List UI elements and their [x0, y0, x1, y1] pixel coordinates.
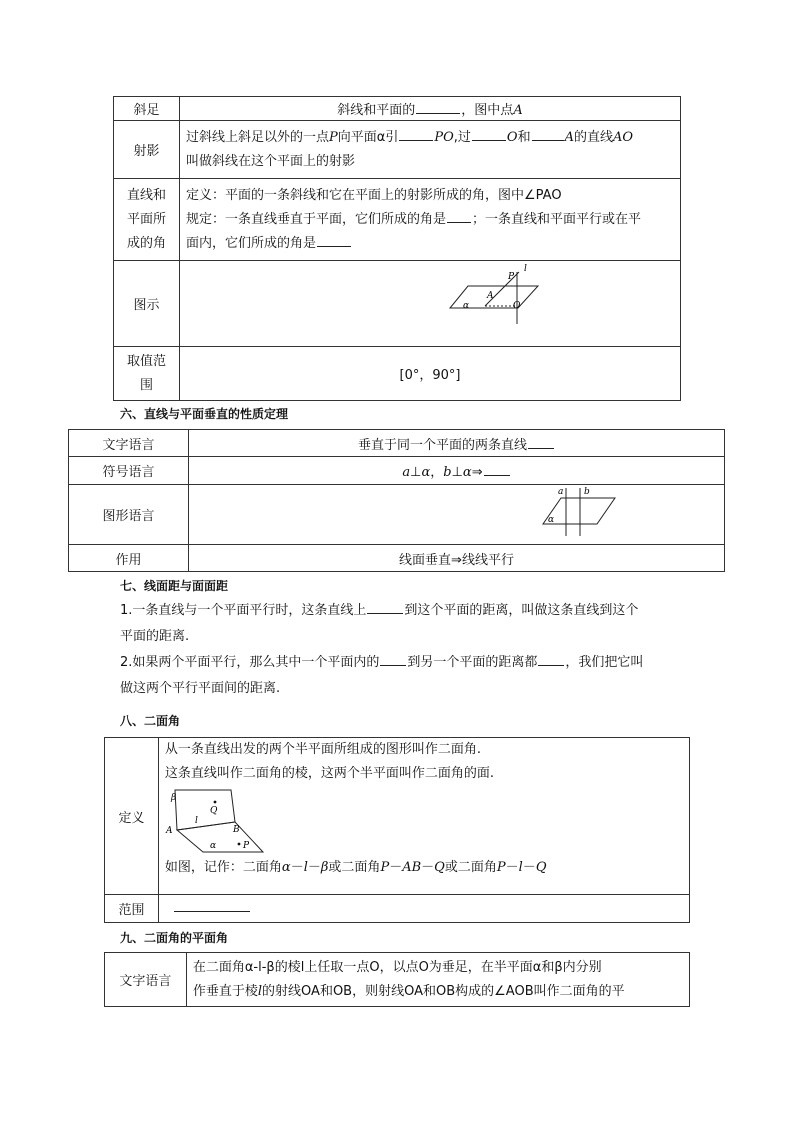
label-A: A [165, 826, 173, 836]
parallel-perpendicular-figure [189, 486, 724, 544]
label-Q: Q [209, 806, 218, 816]
oblique-line-table [113, 96, 681, 401]
section-8-heading: 八、二面角 [120, 714, 181, 728]
row-content-symbol: a⊥α，b⊥α⇒ [189, 457, 725, 485]
label-P: P [508, 271, 515, 282]
row-figure-cell [189, 485, 725, 545]
label-O: O [513, 300, 521, 311]
label-alpha: α [209, 841, 216, 851]
label-B: B [232, 825, 240, 835]
label-alpha: α [463, 300, 470, 311]
section-7-heading: 七、线面距与面面距 [120, 579, 229, 593]
row-figure-cell [180, 261, 681, 347]
label-A: A [487, 290, 494, 301]
row-label-foot: 斜足 [114, 97, 180, 121]
row-label-symbol: 符号语言 [69, 457, 189, 485]
row-content-words: 在二面角α-l-β的棱l上任取一点O，以点O为垂足，在半平面α和β内分别 作垂直于棱l的射线OA和OB，则射线OA和OB构成的∠AOB叫作二面角的平 [186, 953, 689, 1007]
row-content-projection: 过斜线上斜足以外的一点P向平面α引 PO,过 O和 A的直线AO 叫做斜线在这个平面上的射影 [180, 121, 681, 179]
label-alpha: α [548, 514, 555, 525]
row-label-range: 范围 [105, 895, 159, 923]
row-label-angle: 直线和 平面所 成的角 [114, 179, 180, 261]
section-6-heading: 六、直线与平面垂直的性质定理 [120, 407, 289, 421]
label-P: P [242, 841, 249, 851]
row-label-figure: 图示 [114, 261, 180, 347]
definition-line-1: 从一条直线出发的两个半平面所组成的图形叫作二面角. [164, 742, 482, 757]
row-content-range [158, 895, 689, 923]
label-beta: β [170, 793, 177, 803]
perpendicular-theorem-table [68, 429, 725, 572]
definition-line-2: 这条直线叫作二面角的棱，这两个半平面叫作二面角的面. [164, 766, 495, 781]
section-7-paragraphs: 1.一条直线与一个平面平行时，这条直线上 到这个平面的距离，叫做这条直线到这个 平面的距离. 2.如果两个平面平行，那么其中一个平面内的 到另一个平面的距离都 ，我们把它叫 做这两个平行平面间的距离. [120, 603, 644, 696]
row-content-words: 垂直于同一个平面的两条直线 [189, 430, 725, 457]
row-content-foot: 斜线和平面的 ，图中点A [180, 97, 681, 121]
row-label-words: 文字语言 [105, 953, 187, 1007]
dihedral-angle-figure [163, 786, 283, 854]
dihedral-angle-table [104, 737, 690, 923]
label-b: b [584, 486, 590, 497]
row-content-definition [158, 738, 689, 895]
row-label-range: 取值范 围 [114, 347, 180, 401]
row-label-figure: 图形语言 [69, 485, 189, 545]
row-label-usage: 作用 [69, 545, 189, 572]
label-a: a [558, 486, 564, 497]
row-content-angle: 定义：平面的一条斜线和它在平面上的射影所成的角，图中∠PAO 规定：一条直线垂直于平面，它们所成的角是 ；一条直线和平面平行或在平 面内，它们所成的角是 [180, 179, 681, 261]
row-content-usage: 线面垂直⇒线线平行 [189, 545, 725, 572]
oblique-line-figure [180, 262, 680, 346]
section-9-heading: 九、二面角的平面角 [120, 931, 229, 945]
row-label-definition: 定义 [105, 738, 159, 895]
row-label-projection: 射影 [114, 121, 180, 179]
label-l: l [194, 816, 198, 826]
row-label-words: 文字语言 [69, 430, 189, 457]
label-l: l [524, 263, 527, 274]
definition-line-3: 如图，记作：二面角α－l－β或二面角P－AB－Q或二面角P－l－Q [164, 860, 547, 875]
plane-angle-table [104, 952, 690, 1007]
row-content-range: [0°，90°] [180, 347, 681, 401]
